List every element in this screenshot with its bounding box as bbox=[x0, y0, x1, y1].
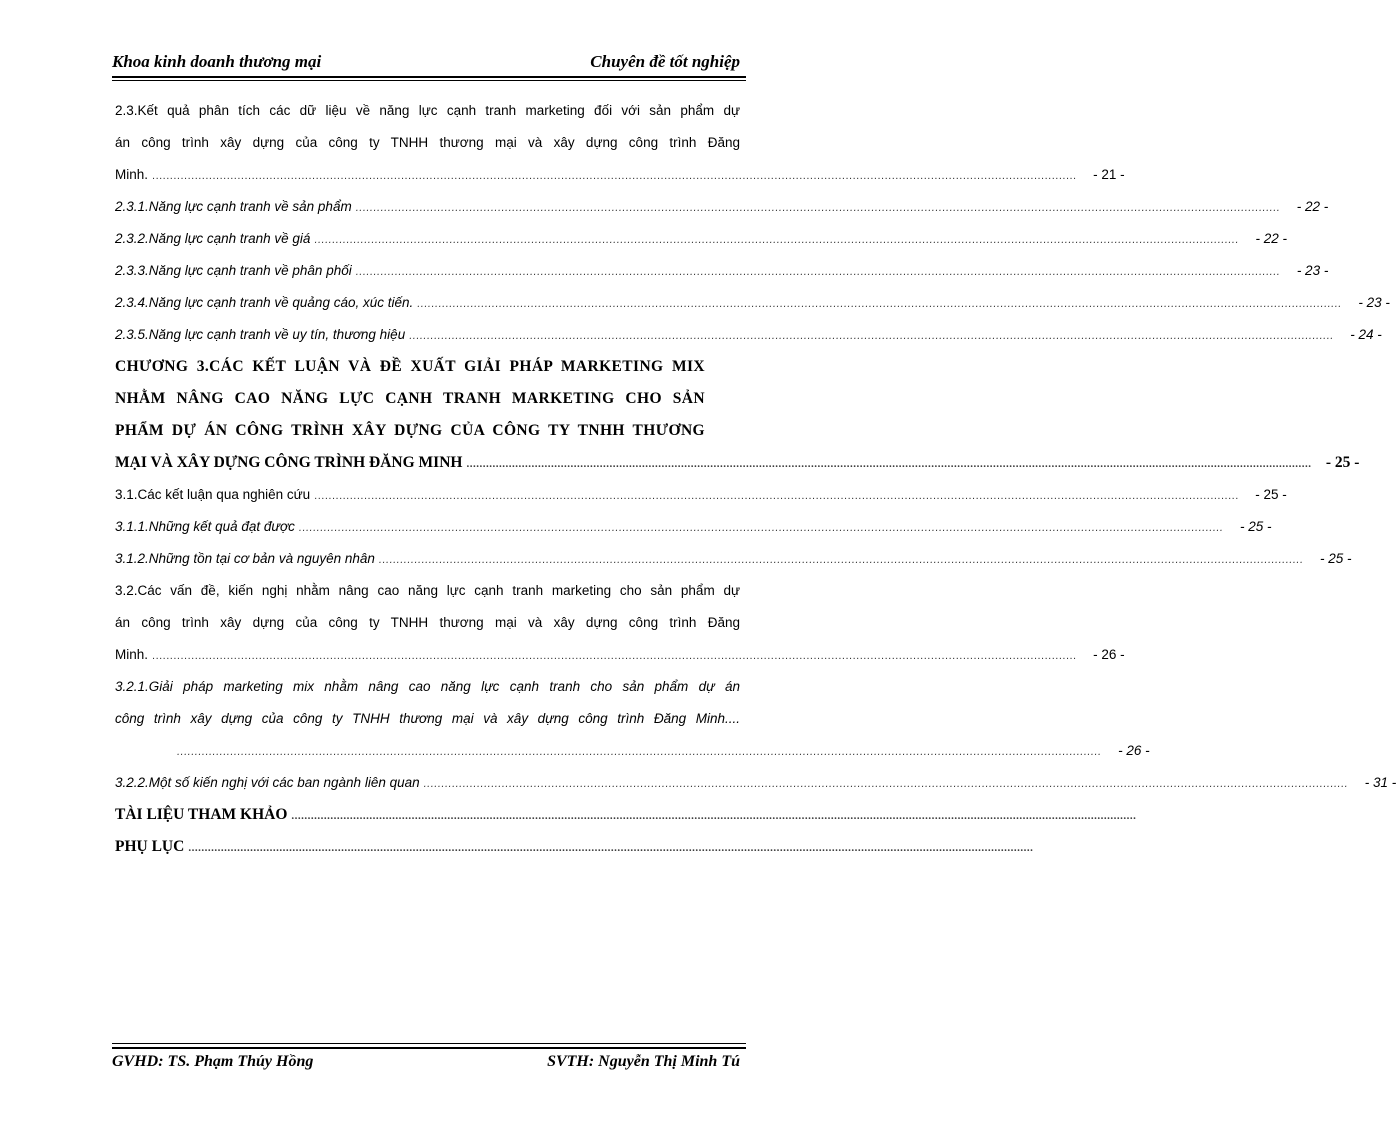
toc-appendix-title: PHỤ LỤC bbox=[115, 838, 185, 855]
toc-3-1-1-page: - 25 - bbox=[1239, 519, 1272, 534]
toc-ch3-page: - 25 - bbox=[1325, 454, 1360, 471]
toc-3-1-1-title: 3.1.1.Những kết quả đạt được bbox=[115, 519, 295, 534]
dot-leader: .................................................................................................................................................................................................................................................................... bbox=[417, 298, 1342, 310]
page-header bbox=[112, 52, 740, 74]
dot-leader: .................................................................................................................................................................................................................................................................... bbox=[291, 810, 1137, 822]
dot-leader: .................................................................................................................................................................................................................................................................... bbox=[152, 650, 1077, 662]
dot-leader: .................................................................................................................................................................................................................................................................... bbox=[378, 554, 1304, 566]
toc-3-1-title: 3.1.Các kết luận qua nghiên cứu bbox=[115, 487, 311, 502]
header-doc-type: Chuyên đề tốt nghiệp bbox=[590, 52, 740, 71]
dot-leader: .................................................................................................................................................................................................................................................................... bbox=[177, 746, 1102, 758]
toc-entry-2-3-4 bbox=[115, 287, 1390, 319]
toc-2-3-1-title: 2.3.1.Năng lực cạnh tranh về sản phẩm bbox=[115, 199, 352, 214]
footer-student: SVTH: Nguyễn Thị Minh Tú bbox=[547, 1053, 740, 1070]
dot-leader: .................................................................................................................................................................................................................................................................... bbox=[355, 266, 1281, 278]
toc-3-2-1-line2: công trình xây dựng của công ty TNHH thương mại và xây dựng công trình Đăng Minh.... bbox=[115, 711, 740, 726]
toc-entry-3-1-2 bbox=[115, 543, 1352, 575]
toc-3-1-2-page: - 25 - bbox=[1320, 551, 1352, 566]
dot-leader: .................................................................................................................................................................................................................................................................... bbox=[314, 234, 1240, 246]
toc-3-2-line2: án công trình xây dựng của công ty TNHH thương mại và xây dựng công trình Đăng bbox=[115, 615, 740, 630]
toc-entry-2-3-1 bbox=[115, 191, 1329, 223]
toc-3-2-line1: 3.2.Các vấn đề, kiến nghị nhằm nâng cao năng lực cạnh tranh marketing cho sản phẩm dự bbox=[115, 583, 740, 598]
toc-ch3-line2: NHẰM NÂNG CAO NĂNG LỰC CẠNH TRANH MARKETING CHO SẢN bbox=[115, 390, 705, 407]
toc-3-1-page: - 25 - bbox=[1255, 487, 1287, 502]
toc-references-title: TÀI LIỆU THAM KHẢO bbox=[115, 806, 288, 823]
footer-supervisor: GVHD: TS. Phạm Thúy Hồng bbox=[112, 1053, 314, 1070]
toc-entry-3-1-1 bbox=[115, 511, 1272, 543]
dot-leader: .................................................................................................................................................................................................................................................................... bbox=[152, 170, 1077, 182]
dot-leader: .................................................................................................................................................................................................................................................................... bbox=[466, 458, 1312, 470]
toc-2-3-1-page: - 22 - bbox=[1296, 199, 1329, 214]
toc-3-2-2-title: 3.2.2.Một số kiến nghị với các ban ngành liên quan bbox=[115, 775, 420, 790]
toc-ch3-line4: MẠI VÀ XÂY DỰNG CÔNG TRÌNH ĐĂNG MINH bbox=[115, 454, 463, 471]
toc-entry-2-3 bbox=[115, 159, 1125, 191]
toc-3-2-line3: Minh. bbox=[115, 647, 149, 662]
dot-leader: .................................................................................................................................................................................................................................................................... bbox=[409, 330, 1334, 342]
toc-entry-3-1 bbox=[115, 479, 1287, 511]
toc-entry-2-3-5 bbox=[115, 319, 1382, 351]
toc-3-2-1-line1: 3.2.1.Giải pháp marketing mix nhằm nâng cao năng lực cạnh tranh cho sản phẩm dự án bbox=[115, 679, 740, 694]
header-rule-thin bbox=[112, 80, 746, 81]
toc-entry-2-3-2 bbox=[115, 223, 1288, 255]
toc-2-3-4-page: - 23 - bbox=[1358, 295, 1390, 310]
dot-leader: .................................................................................................................................................................................................................................................................... bbox=[188, 842, 1034, 854]
toc-2-3-2-title: 2.3.2.Năng lực cạnh tranh về giá bbox=[115, 231, 311, 246]
header-faculty: Khoa kinh doanh thương mại bbox=[112, 52, 322, 71]
page-footer bbox=[112, 1053, 740, 1075]
footer-rule-thin bbox=[112, 1043, 746, 1044]
toc-ch3-line3: PHẨM DỰ ÁN CÔNG TRÌNH XÂY DỰNG CỦA CÔNG TY TNHH THƯƠNG bbox=[115, 422, 705, 439]
dot-leader: .................................................................................................................................................................................................................................................................... bbox=[423, 778, 1349, 790]
toc-entry-3-2-2 bbox=[115, 767, 1396, 799]
toc-2-3-5-title: 2.3.5.Năng lực cạnh tranh về uy tín, thương hiệu bbox=[115, 327, 406, 342]
toc-2-3-2-page: - 22 - bbox=[1255, 231, 1288, 246]
toc-2-3-5-page: - 24 - bbox=[1350, 327, 1382, 342]
toc-ch3-line1: CHƯƠNG 3.CÁC KẾT LUẬN VÀ ĐỀ XUẤT GIẢI PHÁP MARKETING MIX bbox=[115, 358, 705, 375]
toc-2-3-line3: Minh. bbox=[115, 167, 149, 182]
footer-rule-thick bbox=[112, 1047, 746, 1049]
toc-2-3-line2: án công trình xây dựng của công ty TNHH thương mại và xây dựng công trình Đăng bbox=[115, 135, 740, 150]
toc-3-2-page: - 26 - bbox=[1093, 647, 1125, 662]
toc-3-2-2-page: - 31 - bbox=[1364, 775, 1396, 790]
toc-2-3-3-page: - 23 - bbox=[1296, 263, 1329, 278]
toc-2-3-page: - 21 - bbox=[1093, 167, 1125, 182]
dot-leader: .................................................................................................................................................................................................................................................................... bbox=[355, 202, 1281, 214]
toc-entry-appendix bbox=[115, 831, 1034, 863]
toc-2-3-line1: 2.3.Kết quả phân tích các dữ liệu về năng lực cạnh tranh marketing đối với sản phẩm dự bbox=[115, 103, 740, 118]
table-of-contents bbox=[115, 95, 1396, 863]
toc-3-1-2-title: 3.1.2.Những tồn tại cơ bản và nguyên nhân bbox=[115, 551, 375, 566]
toc-2-3-4-title: 2.3.4.Năng lực cạnh tranh về quảng cáo, xúc tiến. bbox=[115, 295, 414, 310]
toc-3-2-1-page: - 26 - bbox=[1118, 743, 1150, 758]
dot-leader: .................................................................................................................................................................................................................................................................... bbox=[298, 522, 1224, 534]
toc-entry-2-3-3 bbox=[115, 255, 1329, 287]
dot-leader: .................................................................................................................................................................................................................................................................... bbox=[314, 490, 1239, 502]
toc-entry-3-2-1 bbox=[115, 735, 1150, 767]
toc-entry-references bbox=[115, 799, 1137, 831]
toc-entry-ch3 bbox=[115, 447, 1360, 479]
header-rule-thick bbox=[112, 76, 746, 78]
toc-2-3-3-title: 2.3.3.Năng lực cạnh tranh về phân phối bbox=[115, 263, 352, 278]
toc-entry-3-2 bbox=[115, 639, 1125, 671]
